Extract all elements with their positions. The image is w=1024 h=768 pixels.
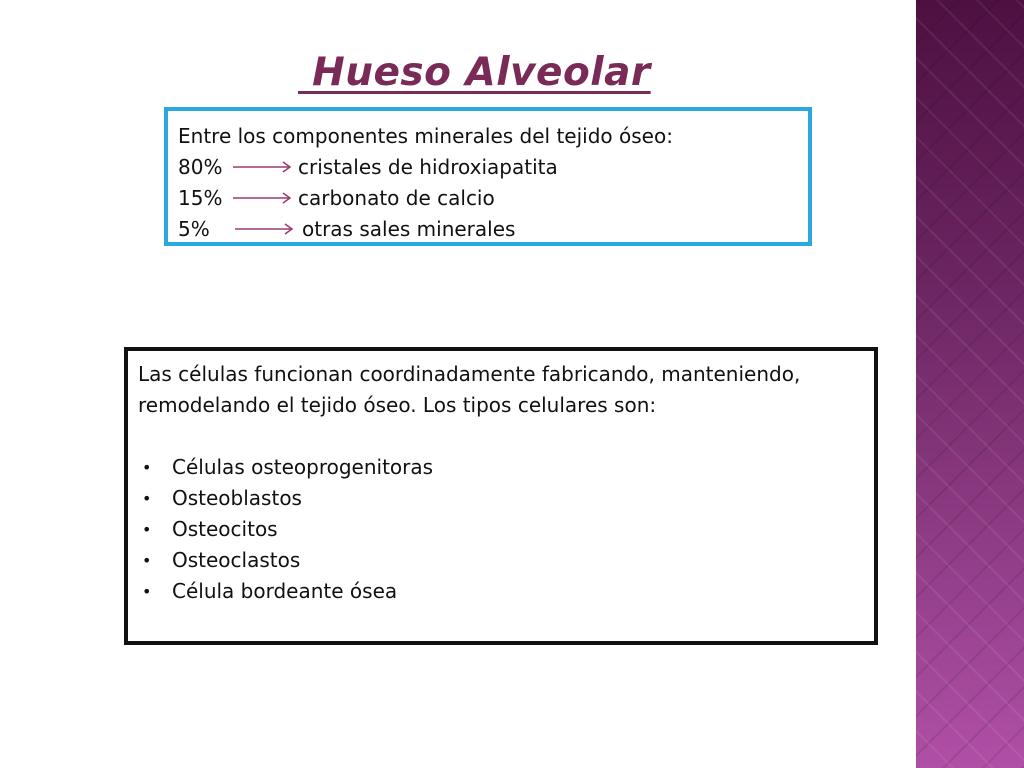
cell-type-label: Osteoclastos xyxy=(172,548,301,572)
mineral-row xyxy=(178,183,798,214)
cell-type-label: Células osteoprogenitoras xyxy=(172,455,434,479)
list-item xyxy=(138,545,433,576)
cell-types-box xyxy=(124,347,878,645)
mineral-percent: 80% xyxy=(178,155,223,179)
cell-types-intro: Las células funcionan coordinadamente fabricando, manteniendo, remodelando el tejido óseo. Los tipos celulares son: xyxy=(138,362,801,417)
list-item xyxy=(138,514,433,545)
cell-types-list xyxy=(138,452,433,607)
right-arrow-icon xyxy=(233,192,293,204)
list-item xyxy=(138,483,433,514)
list-item xyxy=(138,452,433,483)
mineral-components-box xyxy=(164,107,812,246)
mineral-percent: 15% xyxy=(178,186,223,210)
cell-type-label: Osteoblastos xyxy=(172,486,302,510)
mineral-description: otras sales minerales xyxy=(302,217,516,241)
bullet-icon: • xyxy=(142,551,152,570)
cell-type-label: Osteocitos xyxy=(172,517,278,541)
mineral-row xyxy=(178,214,798,245)
mineral-description: carbonato de calcio xyxy=(298,186,495,210)
mineral-percent: 5% xyxy=(178,217,210,241)
bullet-icon: • xyxy=(142,582,152,601)
mineral-components-text xyxy=(178,121,798,245)
bullet-icon: • xyxy=(142,489,152,508)
right-arrow-icon xyxy=(233,161,293,173)
right-arrow-icon xyxy=(235,223,295,235)
slide-title: Hueso Alveolar xyxy=(298,50,651,95)
bullet-icon: • xyxy=(142,458,152,477)
decorative-side-panel xyxy=(912,0,1024,768)
list-item xyxy=(138,576,433,607)
cell-type-label: Célula bordeante ósea xyxy=(172,579,398,603)
bullet-icon: • xyxy=(142,520,152,539)
mineral-row xyxy=(178,152,798,183)
mineral-description: cristales de hidroxiapatita xyxy=(298,155,558,179)
mineral-heading: Entre los componentes minerales del tejido óseo: xyxy=(178,124,673,148)
